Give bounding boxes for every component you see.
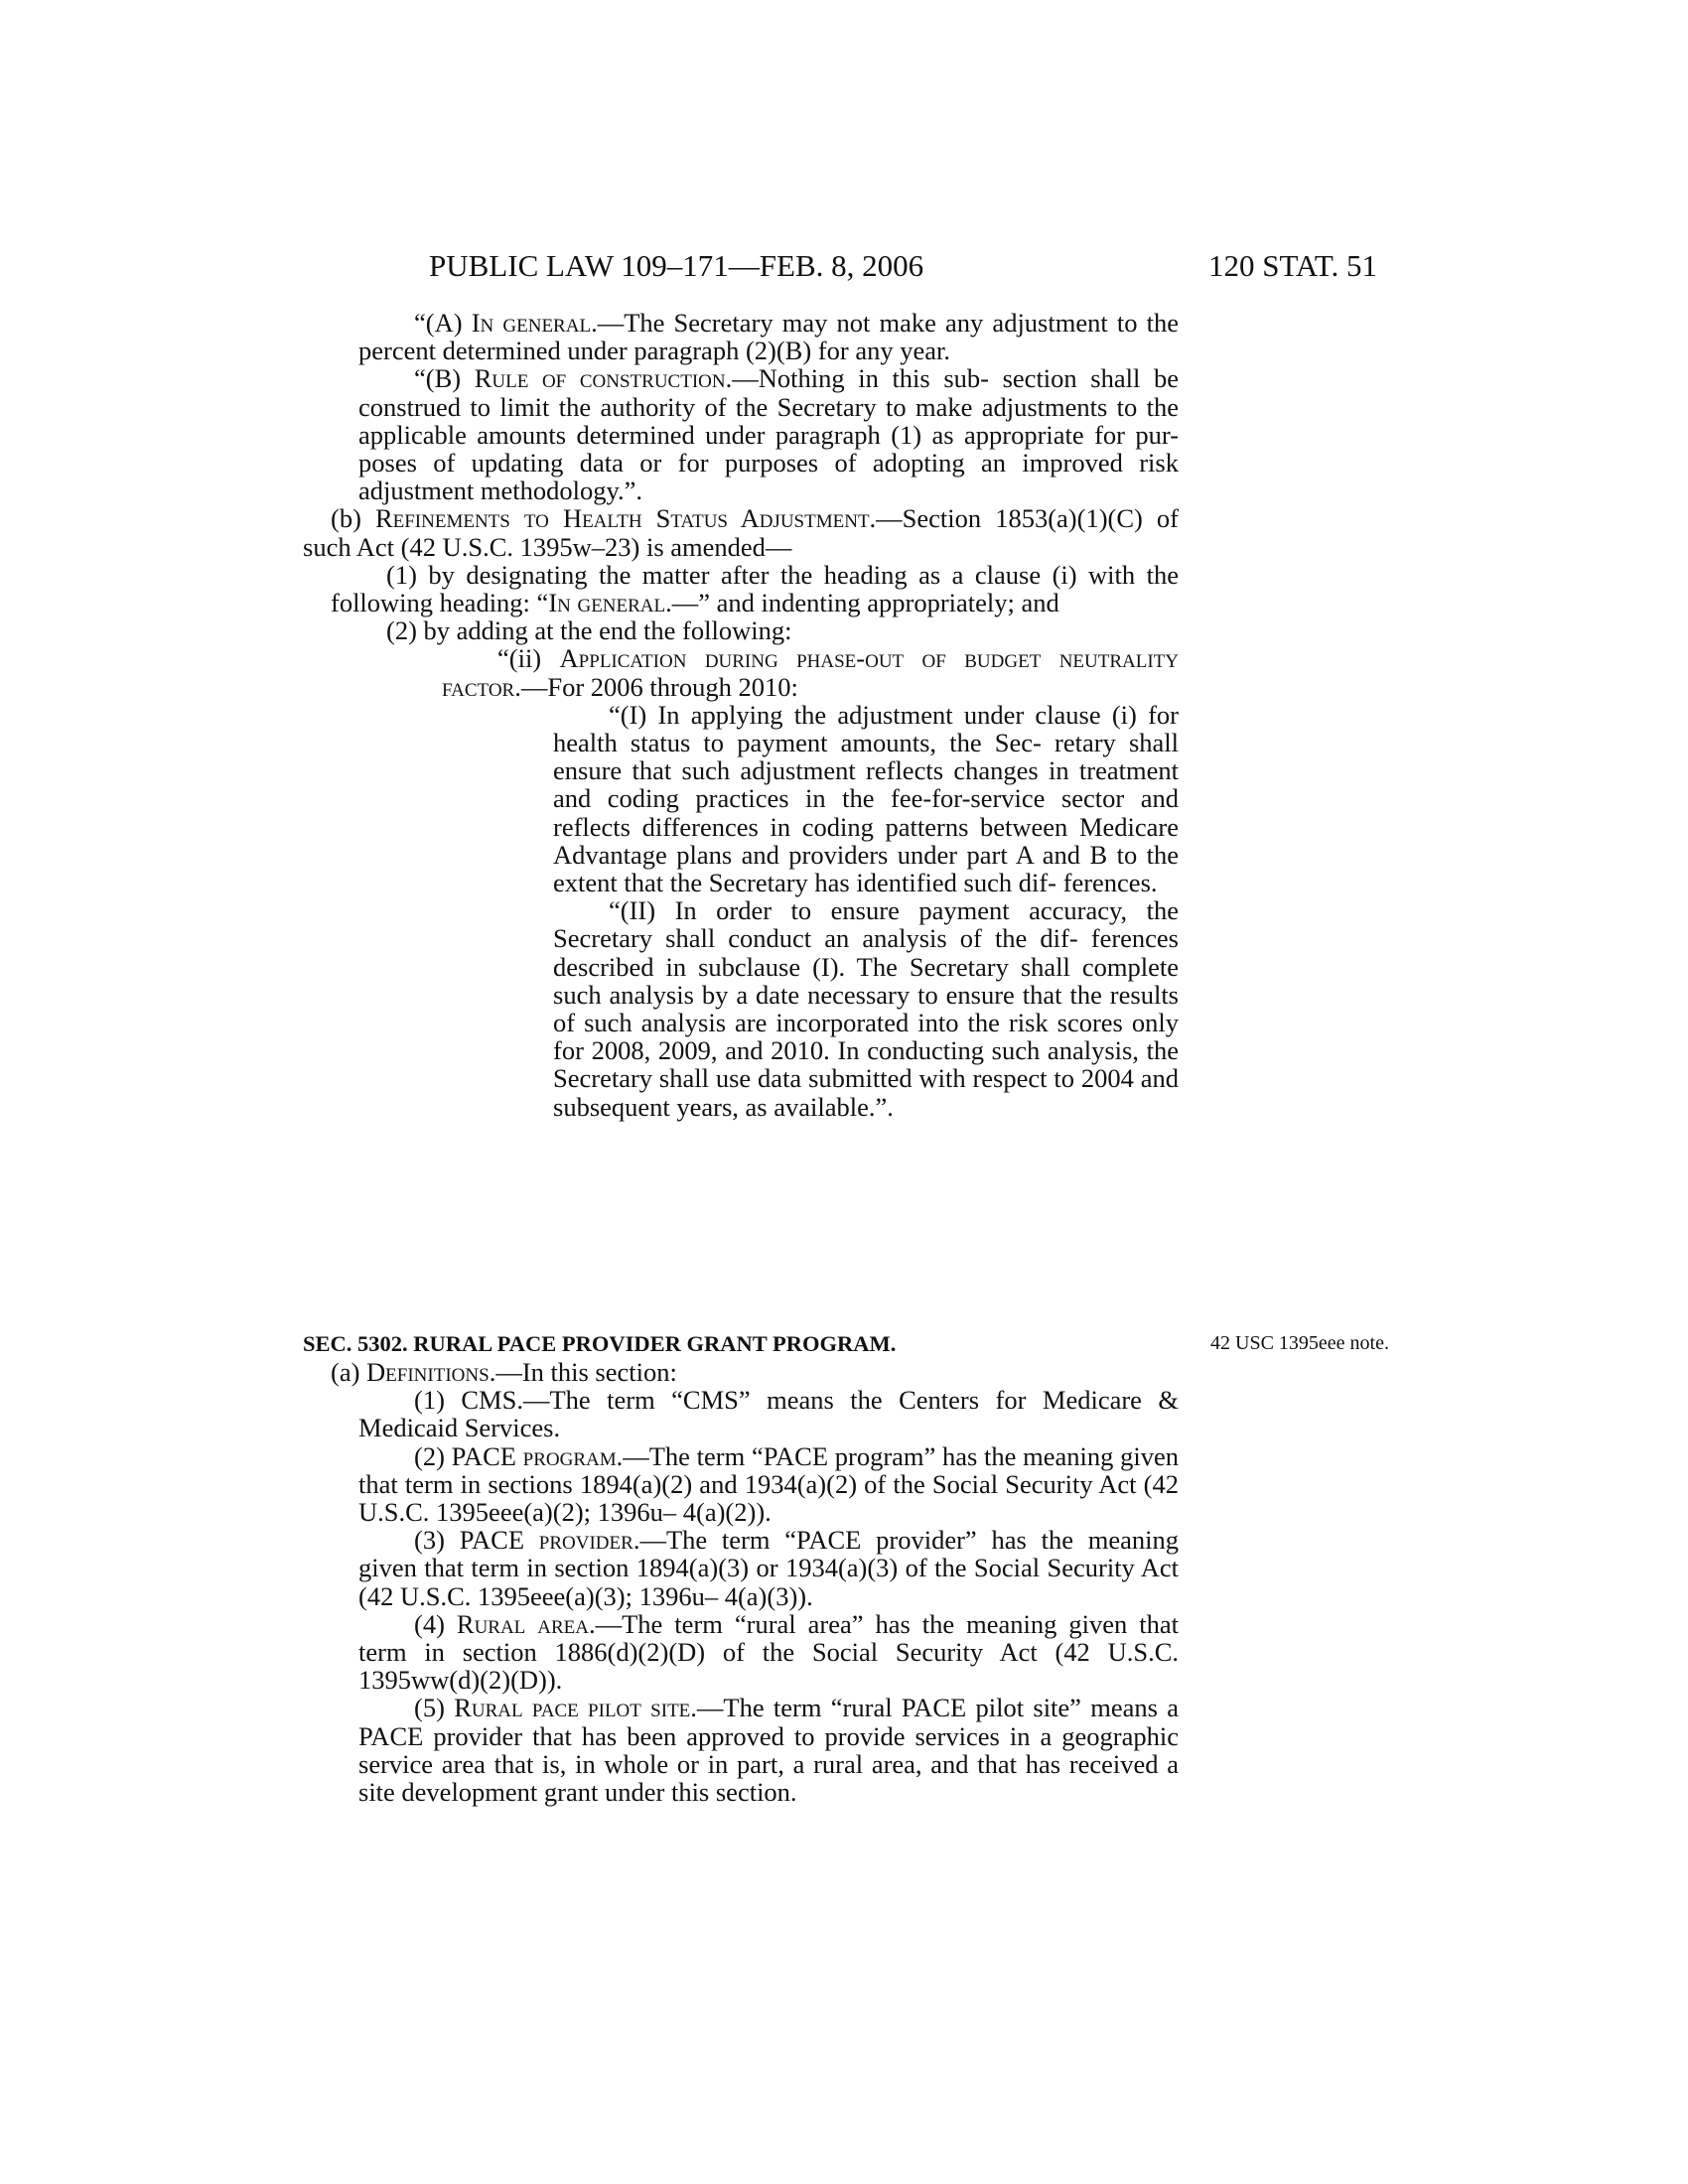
item-2: (2) by adding at the end the following: [386,615,792,646]
page-number: 120 STAT. 51 [1207,248,1377,283]
subclause-ii: “(II) In order to ensure payment accuracy, the Secretary shall conduct an analysis of the dif- ferences described in subclause (I). The Secretary shall complete such analysis by a date necessary to ensure that the results of such analysis are incorporated into the risk scores only for 2008, 2009, and 2010. In conducting such analysis, the Secretary shall use data submitted with respect to 2004 and subsequent years, as available.”. [553,895,1179,1122]
running-title: PUBLIC LAW 109–171—FEB. 8, 2006 [429,248,924,283]
clause-ii: “(ii) Application during phase-out of budget neutrality factor.—For 2006 through 2010: [442,643,1180,702]
margin-note: 42 USC 1395eee note. [1210,1332,1389,1354]
definitions-heading: Definitions [366,1357,490,1387]
definition-5: (5) Rural pace pilot site.—The term “rural PACE pilot site” means a PACE provider that has been approved to provide services in a geographic service area that is, in whole or in part, a rural area, and that has received a site development grant under this section. [358,1693,1180,1808]
section-heading: SEC. 5302. RURAL PACE PROVIDER GRANT PROGRAM. [303,1331,897,1356]
item-1: (1) by designating the matter after the heading as a clause (i) with the following heading: “In general.—” and indenting appropriately; and [331,559,1179,618]
continued-text [303,308,1180,1122]
subsection-b-heading: Refinements to Health Status Adjustment [374,503,870,534]
subparagraph-b: “(B) Rule of construction.—Nothing in this sub- section shall be construed to limit the authority of the Secretary to make adjustments to the applicable amounts determined under paragraph (1) as appropriate for pur- poses of updating data or for purposes of adopting an improved risk adjustment methodology.”. [358,363,1179,506]
definition-3: (3) PACE provider.—The term “PACE provider” has the meaning given that term in section 1894(a)(3) or 1934(a)(3) of the Social Security Act (42 U.S.C. 1395eee(a)(3); 1396u– 4(a)(3)). [358,1525,1179,1611]
clause-ii-heading: Application during phase-out of budget neutrality factor [442,643,1180,702]
subparagraph-a-heading: In general [471,308,592,338]
definition-4: (4) Rural area.—The term “rural area” has the meaning given that term in section 1886(d)(2)(D) of the Social Security Act (42 U.S.C. 1395ww(d)(2)(D)). [358,1608,1179,1696]
subparagraph-b-heading: Rule of construction [474,363,726,394]
section-heading-block [303,1330,1179,1358]
subparagraph-a: “(A) In general.—The Secretary may not make any adjustment to the percent determined under paragraph (2)(B) for any year. [358,308,1179,366]
running-header [429,248,1377,292]
subsection-b: (b) Refinements to Health Status Adjustment.—Section 1853(a)(1)(C) of such Act (42 U.S.C. 1395w–23) is amended— [303,503,1179,562]
section-body [331,1357,1180,1808]
definition-2: (2) PACE program.—The term “PACE program” has the meaning given that term in sections 1894(a)(2) and 1934(a)(2) of the Social Security Act (42 U.S.C. 1395eee(a)(2); 1396u– 4(a)(2)). [358,1440,1179,1528]
definitions-intro: (a) Definitions.—In this section: [331,1357,677,1387]
definition-1: (1) CMS.—The term “CMS” means the Centers for Medicare & Medicaid Services. [358,1385,1180,1443]
subclause-i: “(I) In applying the adjustment under clause (i) for health status to payment amounts, the Sec- retary shall ensure that such adjustment reflects changes in treatment and coding practices in the fee-for-service sector and reflects differences in coding patterns between Medicare Advantage plans and providers under part A and B to the extent that the Secretary has identified such dif- ferences. [553,699,1179,898]
